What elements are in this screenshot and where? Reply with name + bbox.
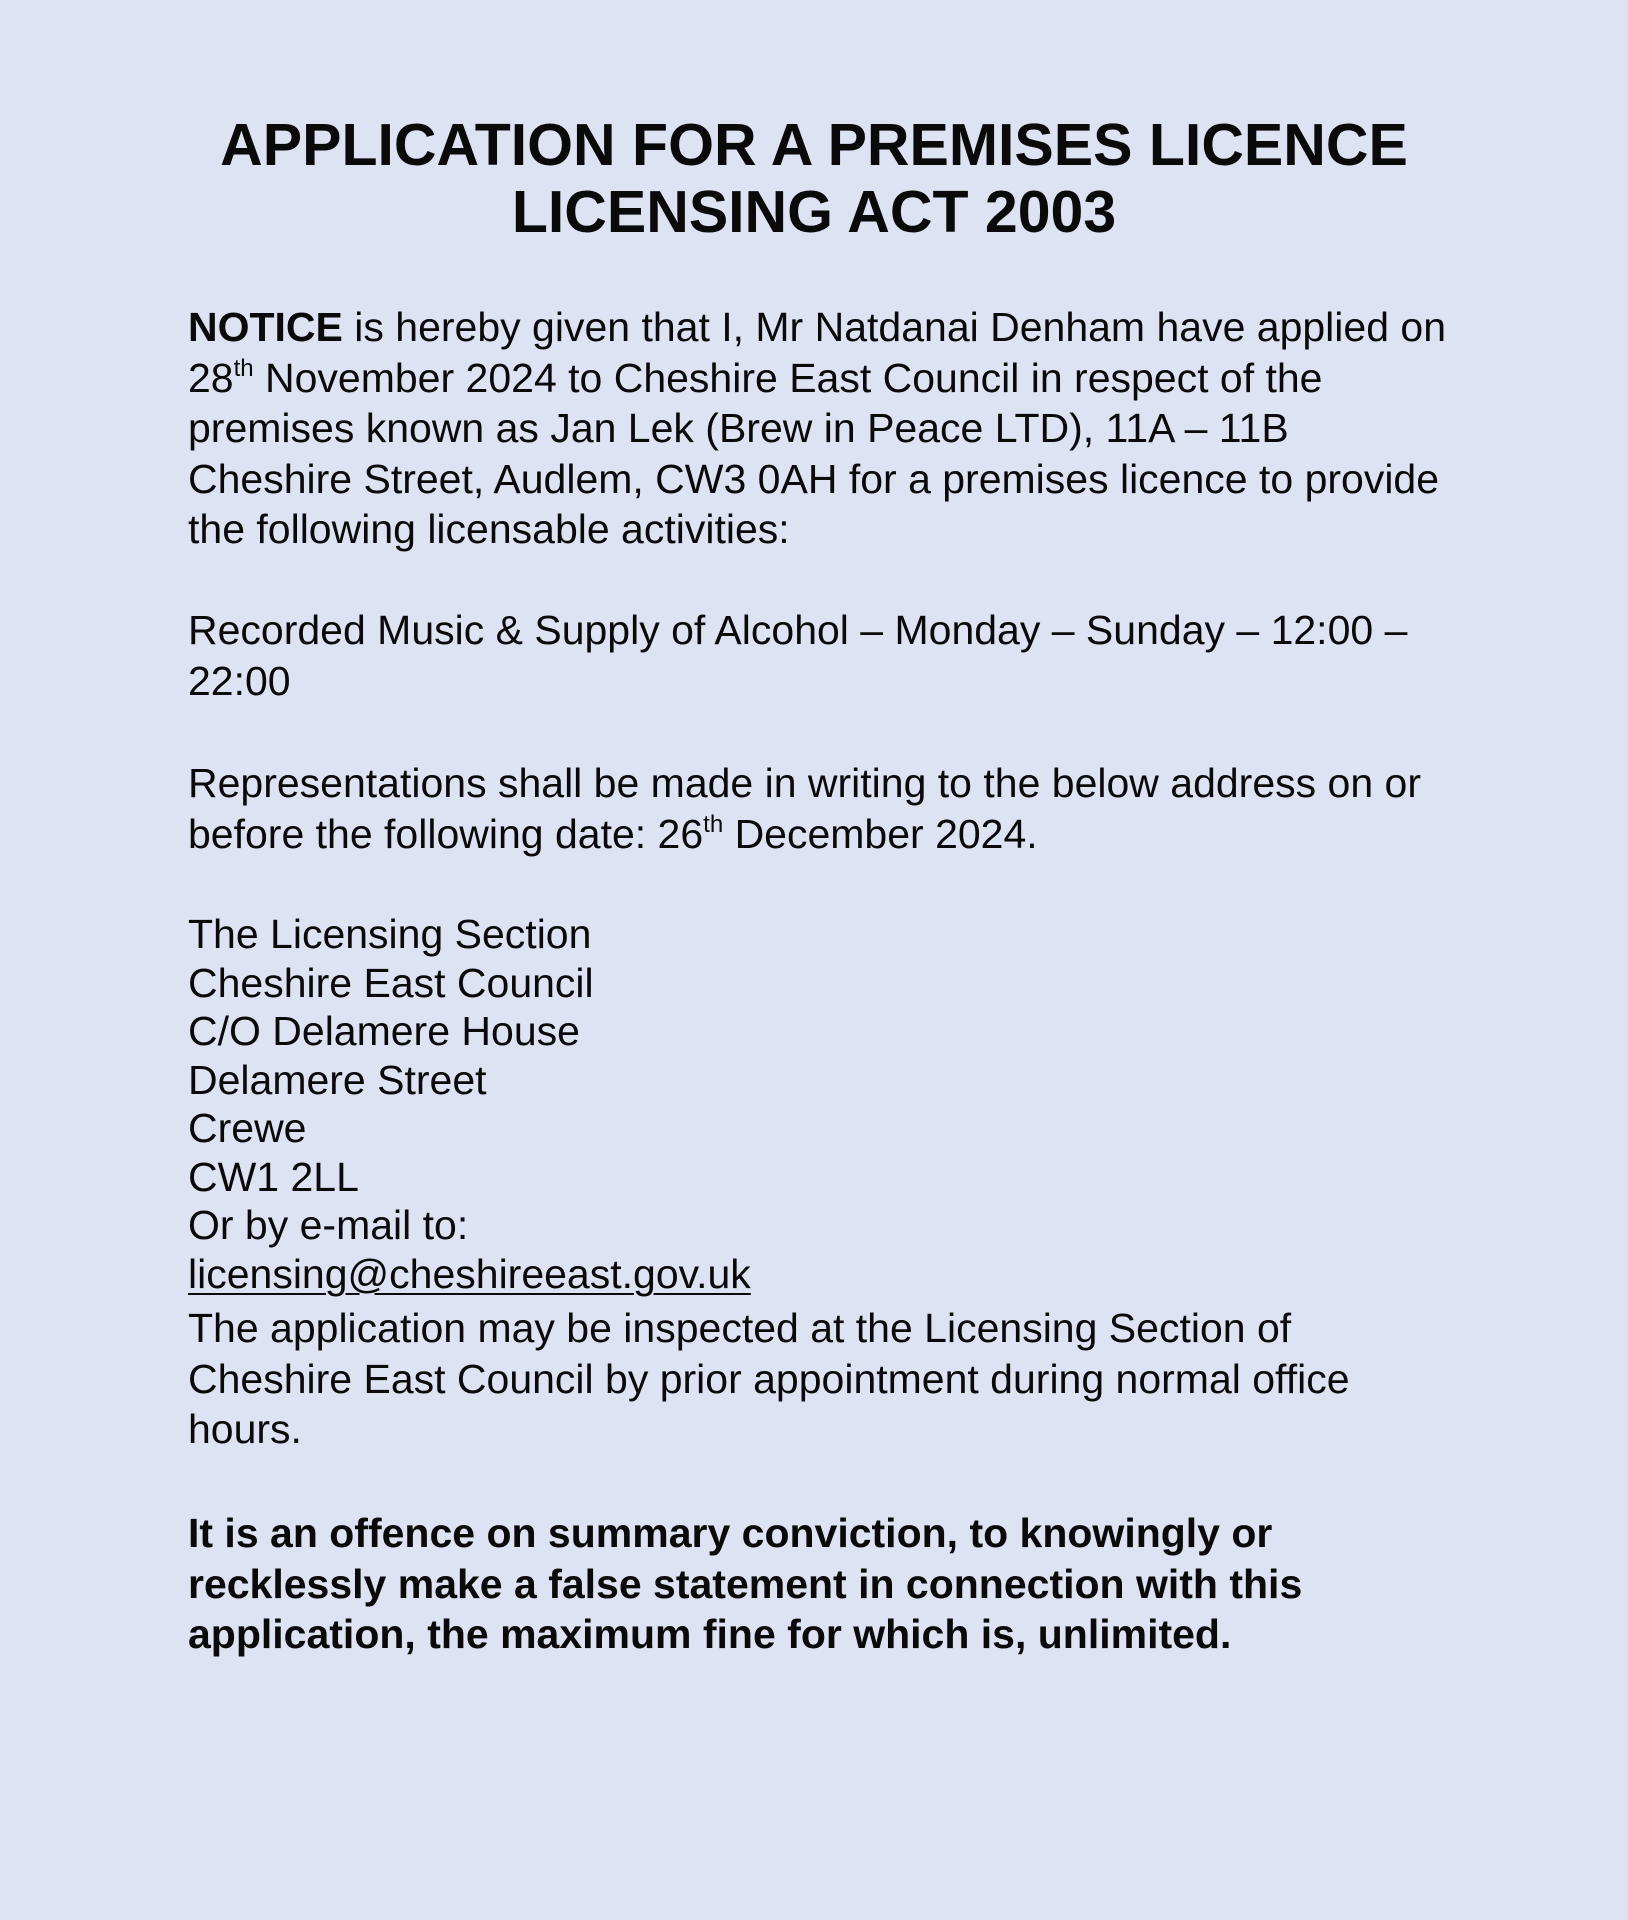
address-line-3: C/O Delamere House <box>188 1008 580 1054</box>
notice-text-1: is hereby given that I, Mr Natdanai Denham have applied on 28 <box>188 304 1447 401</box>
activities-paragraph: Recorded Music & Supply of Alcohol – Monday – Sunday – 12:00 – 22:00 <box>188 607 1408 704</box>
email-link[interactable]: licensing@cheshireeast.gov.uk <box>188 1250 751 1297</box>
notice-paragraph <box>188 302 1448 555</box>
address-line-6: CW1 2LL <box>188 1153 359 1200</box>
representations-text-1: Representations shall be made in writing to the below address on or before the following date: 26 <box>188 760 1421 857</box>
address-line-2: Cheshire East Council <box>188 959 594 1006</box>
address-block <box>188 910 1448 1298</box>
address-line-4: Delamere Street <box>188 1056 487 1103</box>
address-line-5: Crewe <box>188 1105 307 1151</box>
inspection-paragraph: The application may be inspected at the Licensing Section of Cheshire East Council by prior appointment during normal office hours. <box>188 1305 1350 1452</box>
warning-paragraph: It is an offence on summary conviction, to knowingly or recklessly make a false statement in connection with this application, the maximum fine for which is, unlimited. <box>188 1510 1303 1657</box>
page-title <box>0 112 1628 246</box>
notice-text-2: November 2024 to Cheshire East Council in respect of the premises known as Jan Lek (Brew in Peace LTD), 11A – 11B Cheshire Street, Audlem, CW3 0AH for a premises licence to provide the following licensable activities: <box>188 354 1440 552</box>
notice-lead: NOTICE <box>188 304 343 350</box>
title-line-2: LICENSING ACT 2003 <box>511 179 1117 245</box>
representations-text-2: December 2024. <box>723 810 1038 857</box>
notice-date-suffix: th <box>233 354 254 382</box>
email-prefix: Or by e-mail to: <box>188 1202 469 1248</box>
representations-date-suffix: th <box>703 810 724 838</box>
email-line <box>188 1201 1448 1298</box>
representations-paragraph <box>188 758 1448 859</box>
address-line-1: The Licensing Section <box>188 911 592 957</box>
title-line-1: APPLICATION FOR A PREMISES LICENCE <box>220 112 1408 178</box>
